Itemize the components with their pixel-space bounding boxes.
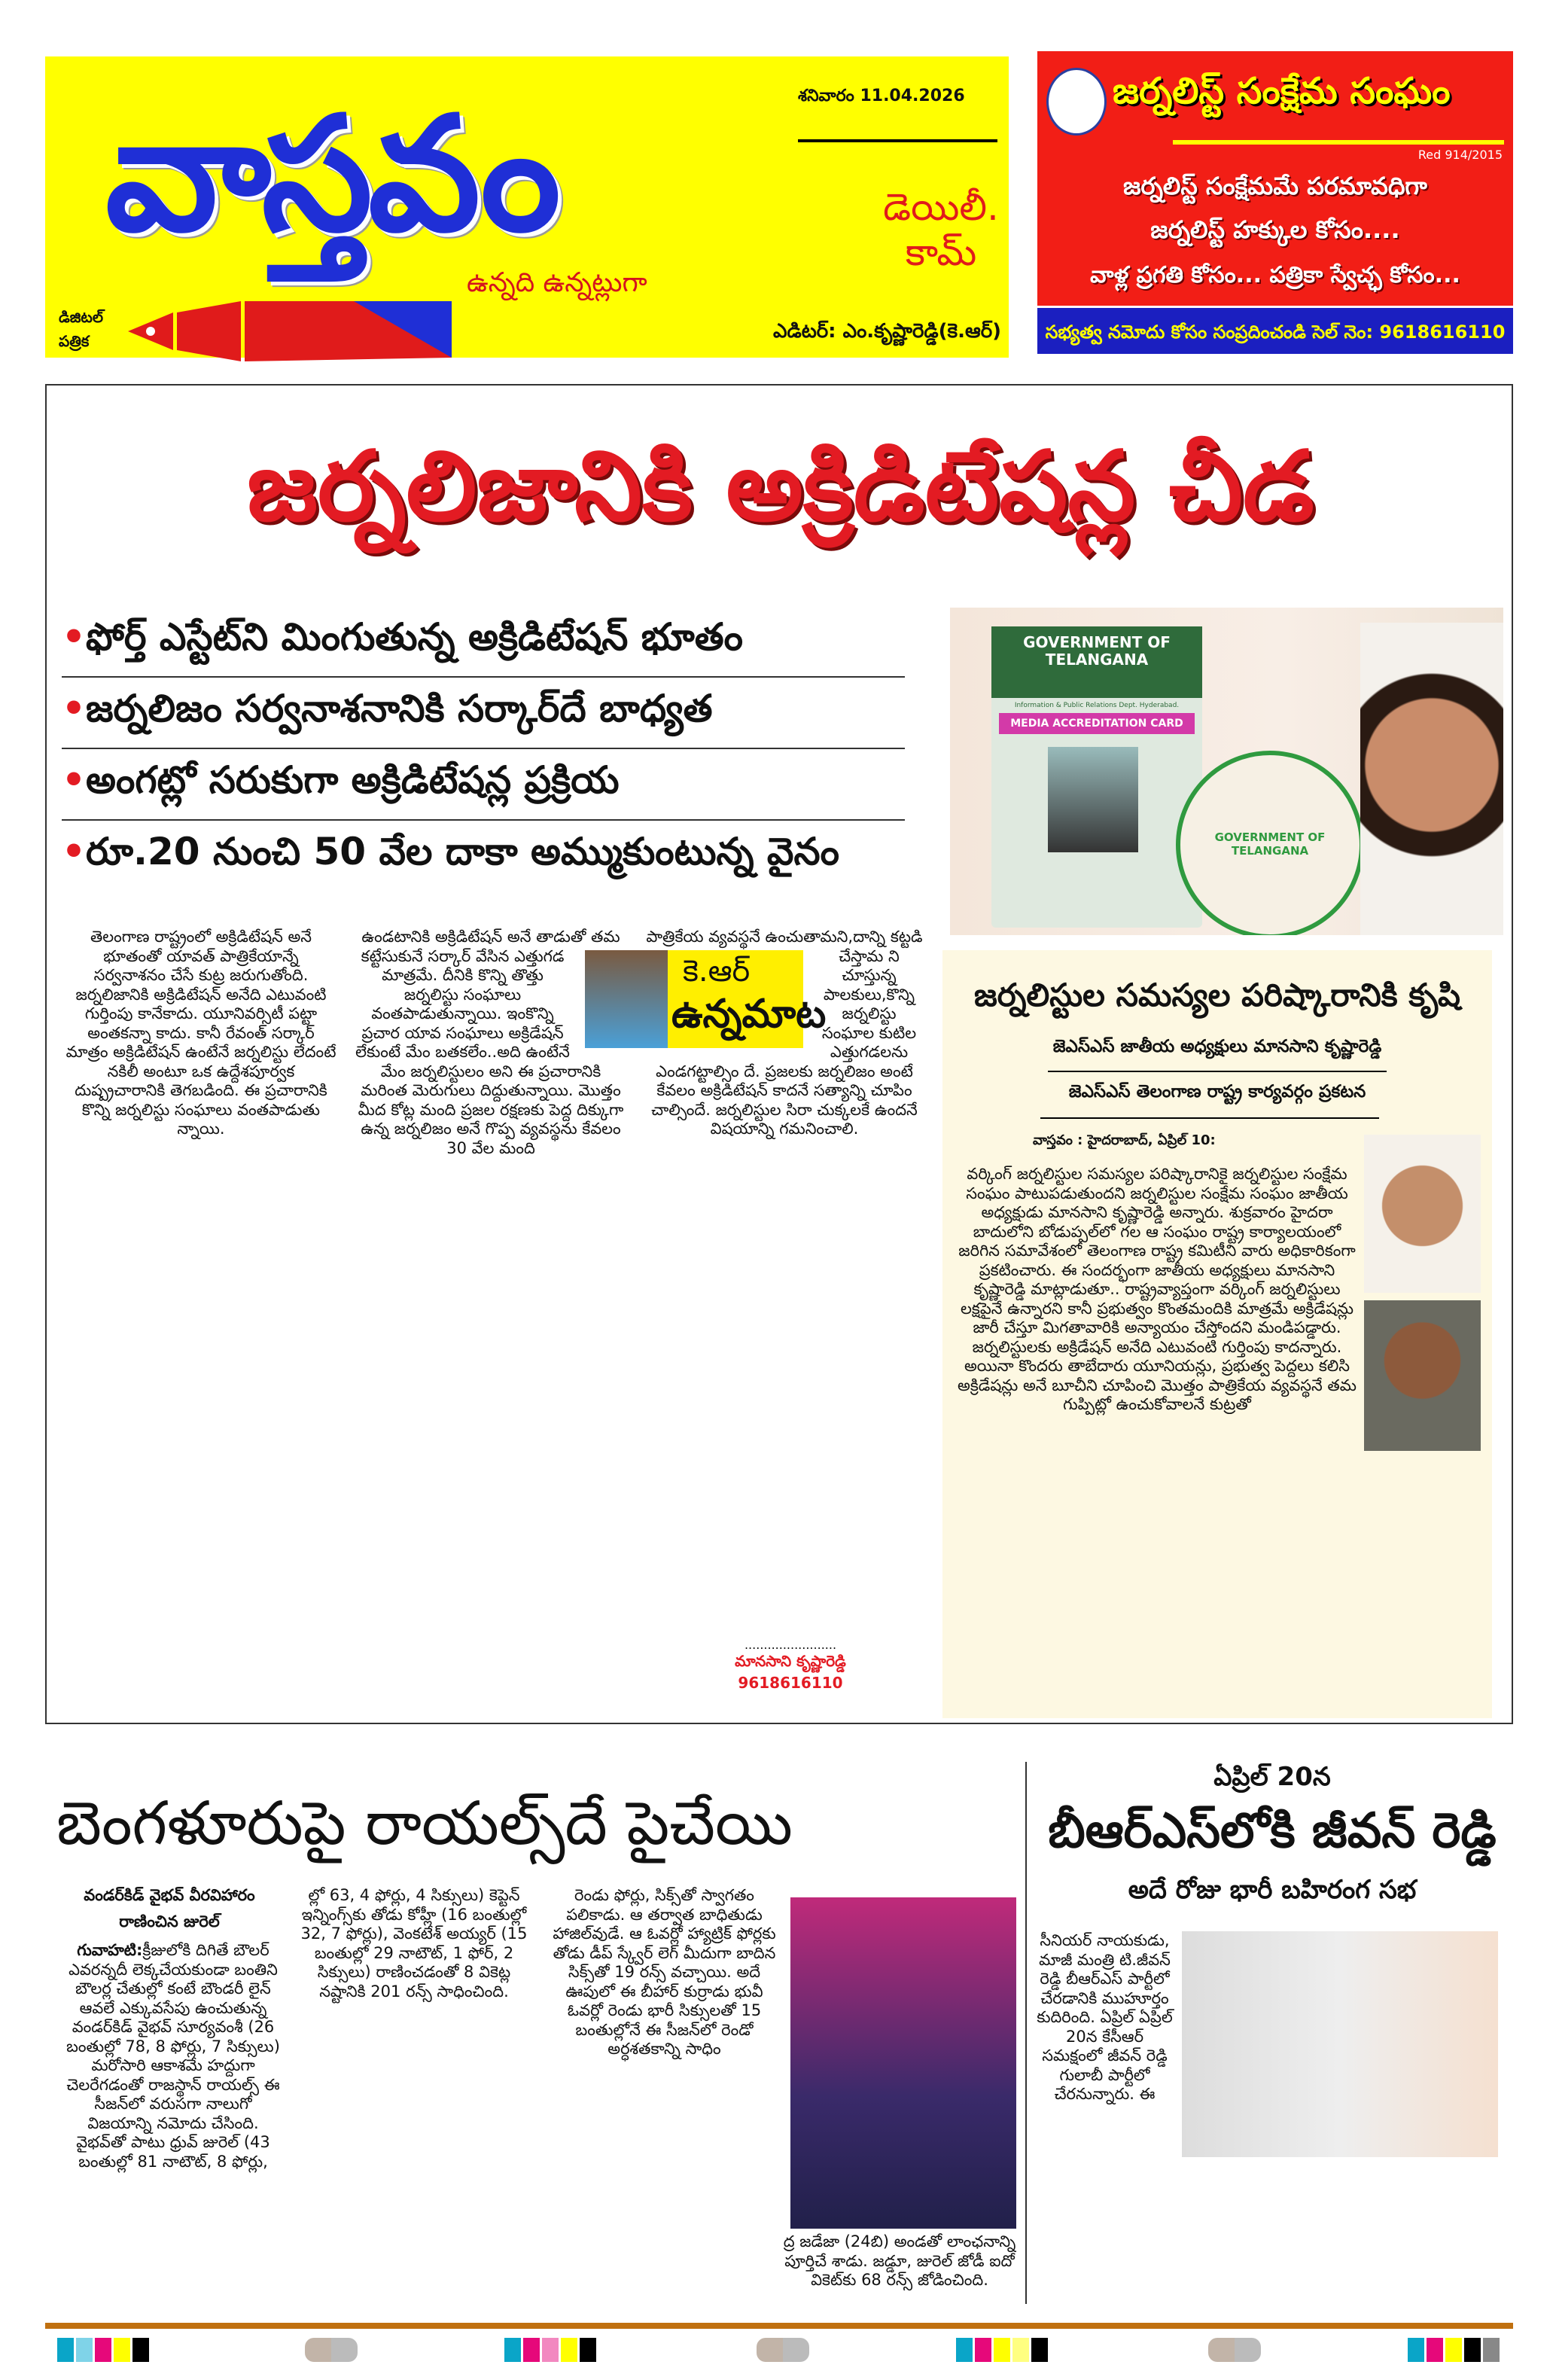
story-column: పాత్రికేయ వ్యవస్థనే ఉంచుతామని,దాన్ని కట్టడి చేస్తామ ని చూస్తున్న పాలకులు,కొన్ని జర్నలిస్టు సంఘాల కుటిల ఎత్తుగడలను ఎండగట్టాల్సిం దే. ప్రజలకు జర్నలిజం అంటే కేవలం అక్రిడిటేషన్ కాదనే సత్యాన్ని చూపిం చాల్సిందే. జర్నలిస్టుల సిరా చుక్కలకే ఉందనే విషయాన్ని గమనించాలి. <box>646 928 923 1138</box>
sidebar-subheading: జెఎస్ఎస్ జాతీయ అధ్యక్షులు మానసాని కృష్ణారెడ్డి <box>1052 1037 1382 1056</box>
dateline: వాస్తవం : హైదరాబాద్, ఏప్రిల్ 10: <box>1033 1132 1216 1148</box>
editor-credit: ఎడిటర్: ఎం.కృష్ణారెడ్డి(కె.ఆర్) <box>772 320 1001 343</box>
card-tag: MEDIA ACCREDITATION CARD <box>999 713 1195 734</box>
color-registration-mark <box>504 2338 596 2362</box>
ad-title: జర్నలిస్ట్ సంక్షేమ సంఘం <box>1113 70 1451 112</box>
digital-edition-label: డిజిటల్ పత్రిక <box>59 308 104 350</box>
bullet-text: అంగట్లో సరుకుగా అక్రిడిటేషన్ల ప్రక్రియ <box>85 758 620 802</box>
chief-minister-portrait <box>1360 623 1503 935</box>
lead-story <box>45 384 1513 1724</box>
date-divider <box>798 139 997 142</box>
sports-text: క్రీజులోకి దిగితే బౌలర్ ఎవరన్నదీ లెక్కచేయకుండా బంతిని బౌలర్ల చేతుల్లో కంటే బౌండరీ లైన్ ఆవలే ఎక్కువసేపు ఉంచుతున్న వండర్‌కిడ్ వైభవ్ సూర్యవంశీ (26 బంతుల్లో 78, 8 ఫోర్లు, 7 సిక్సులు) మరోసారి ఆకాశమే హద్దుగా చెలరేగడంతో రాజస్థాన్ రాయల్స్ ఈ సీజన్‌లో వరుసగా నాలుగో విజయాన్ని నమోదు చేసింది. వైభవ్‌తో పాటు ధ్రువ్ జురెల్ (43 బంతుల్లో 81 నాటౌట్, 8 ఫోర్లు, <box>66 1941 280 2171</box>
card-portrait <box>1048 747 1138 852</box>
politics-headline: బీఆర్ఎస్‌లోకి జీవన్ రెడ్డి <box>1048 1803 1497 1859</box>
author-signature <box>662 1638 918 1692</box>
registration-oval <box>305 2338 358 2362</box>
highlight-bullet: •అంగట్లో సరుకుగా అక్రిడిటేషన్ల ప్రక్రియ <box>62 758 905 821</box>
sports-column: ల్లో 63, 4 ఫోర్లు, 4 సిక్సులు) కెప్టెన్ ఇన్నింగ్స్‌కు తోడు కోహ్లీ (16 బంతుల్లో 32, 7 ఫోర్లు), వెంకటేశ్ అయ్యర్ (15 బంతుల్లో 29 నాటౌట్, 1 ఫోర్, 2 సిక్సులు) రాణించడంతో 8 వికెట్ల నష్టానికి 201 రన్స్ సాధించింది. <box>300 1886 528 2001</box>
bullet-text: రూ.20 నుంచి 50 వేల దాకా అమ్ముకుంటున్న వైనం <box>85 830 839 873</box>
accreditation-photo <box>950 608 1503 935</box>
member-photo <box>1364 1300 1481 1451</box>
columnist-photo <box>585 950 668 1048</box>
card-subtitle: Information & Public Relations Dept. Hyderabad. <box>1014 702 1180 709</box>
bullet-text: ఫోర్త్ ఎస్టేట్‌ని మింగుతున్న అక్రిడిటేషన్ భూతం <box>85 615 743 659</box>
masthead <box>45 56 1009 358</box>
politics-subheading: అదే రోజు భారీ బహిరంగ సభ <box>1128 1875 1417 1905</box>
divider <box>1048 1071 1387 1072</box>
dateline: గువాహటి: <box>77 1941 143 1959</box>
politics-kicker: ఏప్రిల్ 20న <box>1213 1762 1331 1792</box>
author-phone: 9618616110 <box>738 1674 843 1692</box>
sports-subheading: రాణించిన జురెల్ <box>119 1912 220 1931</box>
highlight-bullet: •రూ.20 నుంచి 50 వేల దాకా అమ్ముకుంటున్న వైనం <box>62 830 839 873</box>
sports-subheading: వండర్‌కిడ్ వైభవ్ వీరవిహారం <box>84 1886 255 1904</box>
sports-column <box>64 1941 282 2302</box>
color-registration-mark <box>57 2338 149 2362</box>
column-divider <box>1025 1762 1027 2304</box>
membership-contact-bar: సభ్యత్వ నమోదు కోసం సంప్రదించండి సెల్ నెం: 9618616110 <box>1037 306 1513 354</box>
president-photo <box>1364 1135 1481 1293</box>
telangana-emblem-icon <box>1176 751 1364 935</box>
ad-line: వాళ్ల ప్రగతి కోసం... పత్రికా స్వేచ్ఛ కోసం... <box>1090 262 1460 288</box>
sports-column: రెండు ఫోర్లు, సిక్స్‌తో స్వాగతం పలికాడు. ఆ తర్వాత బాధితుడు హాజిల్‌వుడే. ఆ ఓవర్లో హ్యాట్రిక్ ఫోర్లకు తోడు డీప్ స్క్వేర్ లెగ్ మీదుగా బాదిన సిక్స్‌తో 19 రన్స్ వచ్చాయి. అదే ఊపులో ఈ బీహార్ కుర్రాడు భువీ ఓవర్లో రెండు భారీ సిక్సులతో 15 బంతుల్లోనే ఈ సీజన్‌లో రెండో అర్ధశతకాన్ని సాధిం <box>553 1886 776 2058</box>
daily-label: డెయిలీ. కామ్ <box>883 185 999 274</box>
ad-line: జర్నలిస్ట్ సంక్షేమమే పరమావధిగా <box>1123 172 1427 200</box>
leaders-photo <box>1182 1931 1498 2157</box>
card-header: GOVERNMENT OF TELANGANA <box>991 626 1202 698</box>
union-seal-icon <box>1046 68 1107 136</box>
signature-separator: ........................ <box>744 1638 837 1652</box>
ad-divider <box>1173 140 1504 145</box>
registration-oval <box>1208 2338 1261 2362</box>
sidebar-body: వర్కింగ్ జర్నలిస్టుల సమస్యల పరిష్కారానికై జర్నలిస్టుల సంక్షేమ సంఘం పాటుపడుతుందని జర్నలిస్టుల సంక్షేమ సంఘం జాతీయ అధ్యక్షుడు మానసాని కృష్ణారెడ్డి అన్నారు. శుక్రవారం హైదరా బాదులోని బోడుప్పల్‌లో గల ఆ సంఘం రాష్ట్ర కార్యాలయంలో జరిగిన సమావేశంలో తెలంగాణ రాష్ట్ర కమిటీని వారు అధికారికంగా ప్రకటించారు. ఈ సందర్భంగా జాతీయ అధ్యక్షులు మానసాని కృష్ణారెడ్డి మాట్లాడుతూ.. రాష్ట్రవ్యాప్తంగా వర్కింగ్ జర్నలిస్టులు లక్షపైనే ఉన్నారని కానీ ప్రభుత్వం కొంతమందికి మాత్రమే అక్రిడేషన్లు జారీ చేస్తూ మిగతావారికి అన్యాయం చేస్తోందని మండిపడ్డారు. జర్నలిస్టులకు అక్రిడేషన్ అనేది ఎటువంటి గుర్తింపు కాదన్నారు. అయినా కొందరు తాబేదారు యూనియన్లు, ప్రభుత్వ పెద్దలు కలిసి అక్రిడేషన్లు అనే బూచీని చూపించి మొత్తం పాత్రికేయ వ్యవస్థనే తమ గుప్పిట్లో ఉంచుకోవాలనే కుట్రతో <box>958 1165 1357 1413</box>
accreditation-card <box>991 626 1202 928</box>
union-advertisement <box>1037 51 1513 354</box>
sidebar-story <box>942 950 1492 1718</box>
author-name: మానసాని కృష్ణారెడ్డి <box>735 1652 846 1670</box>
emblem-text: GOVERNMENT OF TELANGANA <box>1214 830 1326 858</box>
newspaper-logo: వాస్తవం <box>105 82 556 267</box>
tagline: ఉన్నది ఉన్నట్లుగా <box>467 267 647 298</box>
color-registration-mark <box>956 2338 1048 2362</box>
story-column: తెలంగాణ రాష్ట్రంలో అక్రిడిటేషన్ అనే భూతంతో యావత్ పాత్రికేయాన్నే సర్వనాశనం చేసే కుట్ర జరుగుతోంది. జర్నలిజానికి అక్రిడిటేషన్ అనేది ఎటువంటి గుర్తింపు కానేకాదు. యూనివర్సిటీ పట్టా అంతకన్నా కాదు. కానీ రేవంత్ సర్కార్ మాత్రం అక్రిడిటేషన్ ఉంటేనే జర్నలిస్టు లేదంటే నకిలీ అంటూ ఒక ఉద్దేశపూర్వక దుష్ప్రచారానికి తెగబడింది. ఈ ప్రచారానికి కొన్ని జర్నలిస్టు సంఘాలు వంతపాడుతు న్నాయి. <box>65 928 336 1138</box>
color-registration-mark <box>1408 2338 1500 2362</box>
highlight-bullet: •జర్నలిజం సర్వనాశనానికి సర్కార్‌దే బాధ్యత <box>62 687 905 749</box>
footer-rule <box>45 2323 1513 2329</box>
columnist-box <box>585 950 827 1048</box>
lead-headline: జర్నలిజానికి అక్రిడిటేషన్ల చీడ <box>247 431 1314 543</box>
bullet-text: జర్నలిజం సర్వనాశనానికి సర్కార్‌దే బాధ్యత <box>85 687 713 730</box>
photo-caption: ద్ర జడేజా (24బి) అండతో లాంఛనాన్ని పూర్తిచే శాడు. జడ్డూ, జురెల్ జోడీ ఐదో వికెట్‌కు 68 రన్స్ జోడించింది. <box>783 2232 1016 2289</box>
issue-date: శనివారం 11.04.2026 <box>798 87 965 105</box>
highlight-bullet: •ఫోర్త్ ఎస్టేట్‌ని మింగుతున్న అక్రిడిటేషన్ భూతం <box>62 615 905 678</box>
sports-headline: బెంగళూరుపై రాయల్స్‌దే పైచేయి <box>56 1788 793 1858</box>
politics-body: సీనియర్ నాయకుడు, మాజీ మంత్రి టి.జీవన్ రెడ్డి బీఆర్ఎస్ పార్టీలో చేరడానికి ముహూర్తం కుదిరింది. ఏప్రిల్ ఏప్రిల్ 20న కేసీఆర్ సమక్షంలో జీవన్ రెడ్డి గులాబీ పార్టీలో చేరనున్నారు. ఈ <box>1037 1931 1173 2103</box>
pen-nib-icon <box>128 297 459 365</box>
registration-oval <box>757 2338 809 2362</box>
sidebar-subheading: జెఎస్ఎస్ తెలంగాణ రాష్ట్ర కార్యవర్గం ప్రకటన <box>1068 1082 1366 1102</box>
registration-number: Red 914/2015 <box>1417 148 1503 162</box>
columnist-name: కె.ఆర్ <box>683 954 751 989</box>
cricketer-photo <box>790 1897 1016 2229</box>
story-column: ఉండటానికి అక్రిడిటేషన్ అనే తాడుతో తమ కట్టేసుకునే సర్కార్ వేసిన ఎత్తుగడ మాత్రమే. దీనికి కొన్ని తొత్తు జర్నలిస్టు సంఘాలు వంతపాడుతున్నాయి. ఇంకొన్ని ప్రచార యావ సంఘాలు అక్రిడేషన్ లేకుంటే మేం బతకలేం..అది ఉంటేనే మేం జర్నలిస్టులం అని ఈ ప్రచారానికి మరింత మెరుగులు దిద్దుతున్నాయి. మొత్తం మీద కోట్ల మంది ప్రజల రక్షణకు పెద్ద దిక్కుగా ఉన్న జర్నలిజం అనే గొప్ప వ్యవస్థను కేవలం 30 వేల మంది <box>355 928 624 1157</box>
sidebar-headline: జర్నలిస్టుల సమస్యల పరిష్కారానికి కృషి <box>974 977 1460 1013</box>
ad-line: జర్నలిస్ట్ హక్కుల కోసం.... <box>1150 215 1400 244</box>
column-title: ఉన్నమాట <box>671 992 827 1037</box>
divider <box>1040 1117 1379 1119</box>
